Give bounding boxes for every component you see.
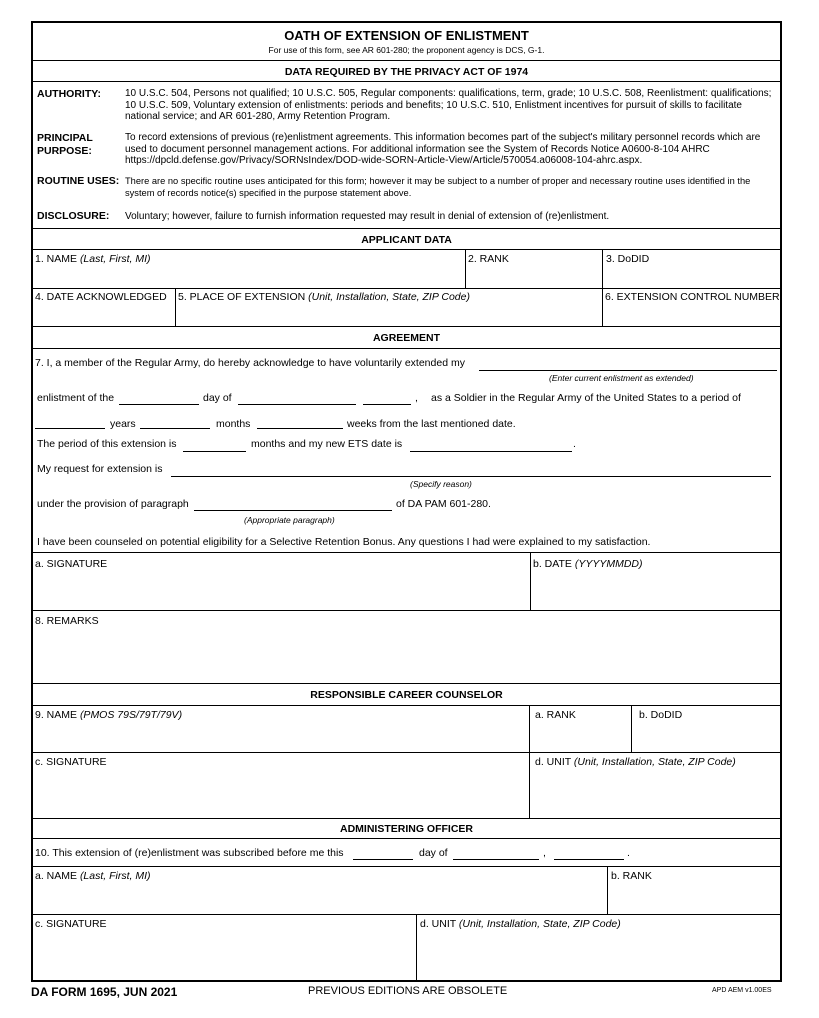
counseled-statement: I have been counseled on potential eligibility for a Selective Retention Bonus. Any questions I had were explained to my satisfaction. <box>37 536 651 548</box>
counselor-heading: RESPONSIBLE CAREER COUNSELOR <box>310 689 503 701</box>
enlistment-day-input[interactable] <box>119 404 199 405</box>
officer-heading: ADMINISTERING OFFICER <box>340 823 473 835</box>
signature-date-label <box>533 558 643 570</box>
officer-day-of-label: day of <box>419 847 448 859</box>
weeks-input[interactable] <box>257 428 343 429</box>
place-of-extension-label <box>178 291 470 303</box>
disclosure-label: DISCLOSURE: <box>37 210 110 222</box>
extension-months-input[interactable] <box>183 451 246 452</box>
day-of-label: day of <box>203 392 232 404</box>
da-pam-text: of DA PAM 601-280. <box>396 498 491 510</box>
remarks-label: 8. REMARKS <box>35 615 99 627</box>
officer-comma-text: , <box>543 847 546 859</box>
applicant-rank-label: 2. RANK <box>468 253 509 265</box>
counselor-name-hint: (PMOS 79S/79T/79V) <box>79 709 183 721</box>
paragraph-input[interactable] <box>194 510 392 511</box>
counselor-unit-hint: (Unit, Installation, State, ZIP Code) <box>573 756 736 768</box>
authority-text: 10 U.S.C. 504, Persons not qualified; 10 U.S.C. 505, Regular components: qualifications, term, grade; 10 U.S.C. 508, Reenlistment: qualifications; 10 U.S.C. 509, Voluntary extension of enlistments: periods and benefits; 10 U.S.C. 510, Enlistment incentives for pursuit of skills to facilitate national service; and AR 601-280, Army Retention Program. <box>125 88 772 122</box>
form-number: DA FORM 1695, JUN 2021 <box>31 985 178 999</box>
enlistment-month-input[interactable] <box>238 404 356 405</box>
signature-date-label-text: b. DATE <box>533 558 575 570</box>
applicant-signature-field[interactable] <box>33 552 530 610</box>
subscribed-day-input[interactable] <box>353 859 413 860</box>
applicant-heading: APPLICANT DATA <box>361 234 452 246</box>
applicant-dodid-label: 3. DoDID <box>606 253 650 265</box>
counselor-name-label-text: 9. NAME <box>35 709 80 721</box>
counselor-signature-label: c. SIGNATURE <box>35 756 107 768</box>
privacy-heading: DATA REQUIRED BY THE PRIVACY ACT OF 1974 <box>284 66 529 78</box>
counselor-unit-label <box>535 756 736 768</box>
reason-hint: (Specify reason) <box>410 479 472 489</box>
agreement-line1: 7. I, a member of the Regular Army, do hereby acknowledge to have voluntarily extended my <box>35 357 465 369</box>
comma-text: , <box>415 392 418 404</box>
officer-period-text: . <box>627 847 630 859</box>
counselor-unit-label-text: d. UNIT <box>535 756 574 768</box>
provision-label: under the provision of paragraph <box>37 498 189 510</box>
date-acknowledged-label: 4. DATE ACKNOWLEDGED <box>35 291 167 303</box>
months-label: months <box>216 418 251 430</box>
agreement-heading: AGREEMENT <box>372 332 441 344</box>
officer-signature-label: c. SIGNATURE <box>35 918 107 930</box>
officer-unit-label-text: d. UNIT <box>420 918 459 930</box>
purpose-label-line1: PRINCIPAL <box>37 132 93 144</box>
extension-control-number-label: 6. EXTENSION CONTROL NUMBER <box>605 291 780 303</box>
officer-rank-label: b. RANK <box>611 870 652 882</box>
subscribed-year-input[interactable] <box>554 859 624 860</box>
purpose-text: To record extensions of previous (re)enlistment agreements. This information becomes part of the subject's military personnel records which are used to document personnel management actions. For additional information see the System of Records Notice A0600-8-104 AHRC https://dpcld.defense.gov/Privacy/SORNsIndex/DOD-wide-SORN-Article-View/Article/570054.a06008-104-ahrc.aspx. <box>125 132 761 166</box>
officer-name-hint: (Last, First, MI) <box>79 870 151 882</box>
obsolete-notice: PREVIOUS EDITIONS ARE OBSOLETE <box>308 985 508 997</box>
routine-uses-label: ROUTINE USES: <box>37 175 120 187</box>
request-label: My request for extension is <box>37 463 163 475</box>
divider <box>33 60 780 61</box>
form-container <box>31 21 782 982</box>
months-input[interactable] <box>140 428 210 429</box>
divider <box>33 81 780 82</box>
counselor-dodid-label: b. DoDID <box>639 709 683 721</box>
divider <box>33 348 780 349</box>
divider <box>33 838 780 839</box>
years-input[interactable] <box>35 428 105 429</box>
version-label: APD AEM v1.00ES <box>712 987 772 994</box>
remarks-field[interactable] <box>33 610 782 683</box>
authority-label: AUTHORITY: <box>37 88 101 100</box>
divider <box>33 228 780 229</box>
enlistment-of-the-label: enlistment of the <box>37 392 115 404</box>
officer-unit-hint: (Unit, Installation, State, ZIP Code) <box>458 918 621 930</box>
divider <box>33 683 780 684</box>
place-of-extension-label-text: 5. PLACE OF EXTENSION <box>178 291 309 303</box>
counselor-rank-label: a. RANK <box>535 709 576 721</box>
current-enlistment-input[interactable] <box>479 370 777 371</box>
divider <box>33 326 780 327</box>
period-end-text: . <box>573 438 576 450</box>
current-enlistment-hint: (Enter current enlistment as extended) <box>549 373 694 383</box>
new-ets-label: months and my new ETS date is <box>251 438 403 450</box>
routine-uses-text: There are no specific routine uses anticipated for this form; however it may be subject to a number of proper and necessary routine uses identified in the system of records notice(s) specified in the purpose statement above. <box>125 176 751 198</box>
years-label: years <box>110 418 136 430</box>
signature-date-hint: (YYYYMMDD) <box>574 558 643 570</box>
new-ets-date-input[interactable] <box>410 451 572 452</box>
as-soldier-text: as a Soldier in the Regular Army of the United States to a period of <box>431 392 741 404</box>
reason-input[interactable] <box>171 476 771 477</box>
applicant-signature-label: a. SIGNATURE <box>35 558 108 570</box>
applicant-name-hint: (Last, First, MI) <box>79 253 151 265</box>
weeks-label: weeks from the last mentioned date. <box>347 418 516 430</box>
officer-name-label <box>35 870 151 882</box>
applicant-name-label <box>35 253 151 265</box>
enlistment-year-input[interactable] <box>363 404 411 405</box>
officer-name-label-text: a. NAME <box>35 870 80 882</box>
paragraph-hint: (Appropriate paragraph) <box>244 515 335 525</box>
subscribed-month-input[interactable] <box>453 859 539 860</box>
place-of-extension-hint: (Unit, Installation, State, ZIP Code) <box>308 291 470 303</box>
subscribed-before-text: 10. This extension of (re)enlistment was subscribed before me this <box>35 847 344 859</box>
form-title: OATH OF EXTENSION OF ENLISTMENT <box>284 28 529 43</box>
applicant-name-label-text: 1. NAME <box>35 253 80 265</box>
purpose-label-line2: PURPOSE: <box>37 145 92 157</box>
officer-unit-label <box>420 918 621 930</box>
divider <box>33 818 780 819</box>
counselor-signature-field[interactable] <box>33 752 529 818</box>
counselor-name-label <box>35 709 182 721</box>
extension-period-label: The period of this extension is <box>37 438 177 450</box>
form-subtitle: For use of this form, see AR 601-280; the proponent agency is DCS, G-1. <box>268 45 545 55</box>
disclosure-text: Voluntary; however, failure to furnish information requested may result in denial of extension of (re)enlistment. <box>125 211 610 222</box>
